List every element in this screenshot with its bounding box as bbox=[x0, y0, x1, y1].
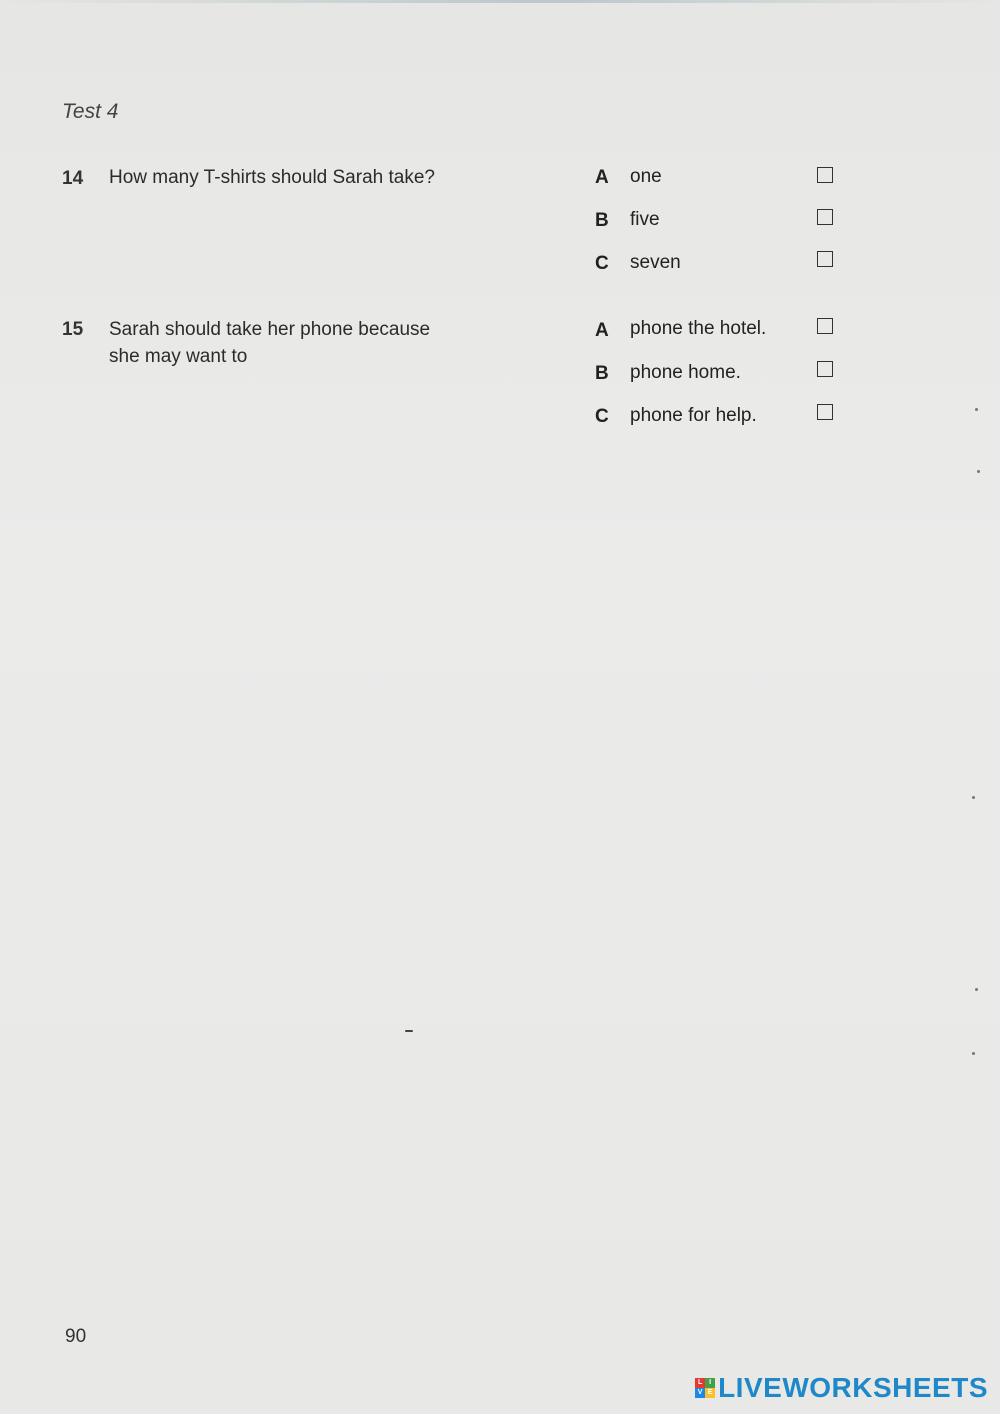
q14-option-c-text: seven bbox=[630, 252, 681, 273]
q15-option-a-checkbox[interactable] bbox=[817, 318, 833, 334]
q15-option-b-text: phone home. bbox=[630, 362, 741, 383]
scan-speck bbox=[977, 470, 980, 473]
q15-option-c-checkbox[interactable] bbox=[817, 404, 833, 420]
q15-option-c-letter: C bbox=[595, 406, 609, 427]
q14-option-b-text: five bbox=[630, 209, 660, 230]
scan-speck bbox=[405, 1030, 413, 1032]
question-15-text-line2: she may want to bbox=[109, 346, 248, 367]
q15-option-c-text: phone for help. bbox=[630, 405, 757, 426]
page-number: 90 bbox=[65, 1326, 87, 1347]
q14-option-b-checkbox[interactable] bbox=[817, 209, 833, 225]
q14-option-b-letter: B bbox=[595, 210, 609, 231]
q14-option-a-checkbox[interactable] bbox=[817, 167, 833, 183]
q15-option-b-letter: B bbox=[595, 363, 609, 384]
test-title: Test 4 bbox=[62, 100, 119, 123]
q14-option-c-letter: C bbox=[595, 253, 609, 274]
q15-option-b-checkbox[interactable] bbox=[817, 361, 833, 377]
question-15-text-line1: Sarah should take her phone because bbox=[109, 319, 431, 340]
question-14-text: How many T-shirts should Sarah take? bbox=[109, 167, 435, 188]
q15-option-a-text: phone the hotel. bbox=[630, 318, 767, 339]
brand-text: LIVEWORKSHEETS bbox=[718, 1372, 988, 1403]
liveworksheets-logo-icon: L I V E bbox=[695, 1378, 715, 1398]
top-edge-line bbox=[0, 0, 1000, 3]
q15-option-a-letter: A bbox=[595, 320, 609, 341]
scan-speck bbox=[972, 1052, 975, 1055]
question-14-number: 14 bbox=[62, 168, 84, 189]
liveworksheets-brand[interactable] bbox=[695, 1372, 988, 1404]
q14-option-a-letter: A bbox=[595, 167, 609, 188]
scan-speck bbox=[972, 796, 975, 799]
scan-speck bbox=[975, 988, 978, 991]
scan-speck bbox=[975, 408, 978, 411]
q14-option-a-text: one bbox=[630, 166, 662, 187]
question-15-number: 15 bbox=[62, 319, 84, 340]
q14-option-c-checkbox[interactable] bbox=[817, 251, 833, 267]
